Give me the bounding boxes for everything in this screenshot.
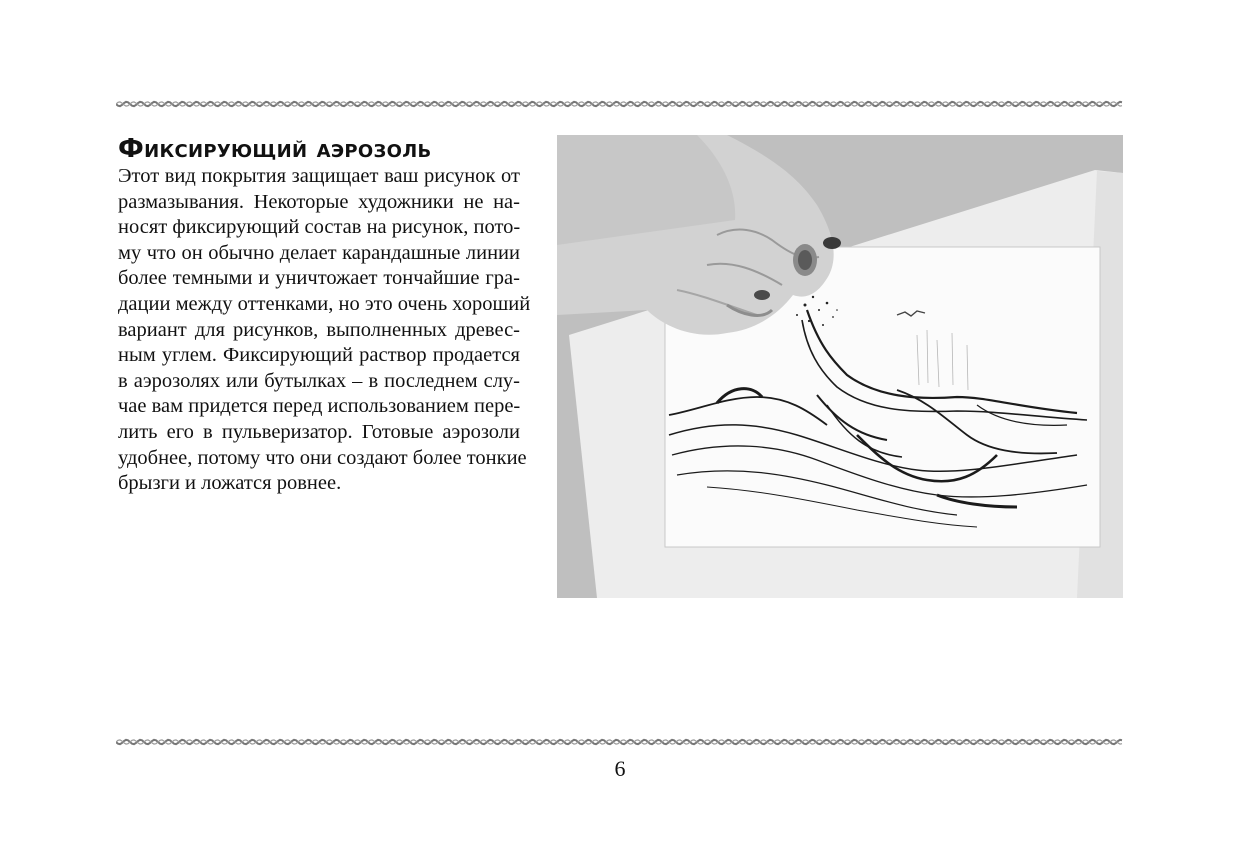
body-line: дации между оттенками, но это очень хороший xyxy=(118,292,531,315)
page-number: 6 xyxy=(614,756,626,781)
bottom-wavy-rule xyxy=(116,736,1123,748)
body-line: ным углем. Фиксирующий раствор продается xyxy=(118,344,520,367)
body-line: чае вам придется перед использованием пере- xyxy=(118,395,521,418)
body-line: более темными и уничтожает тончайшие гра- xyxy=(118,267,520,290)
top-wavy-rule xyxy=(116,98,1123,110)
body-line: размазывания. Некоторые художники не на- xyxy=(118,190,520,213)
body-line: Этот вид покрытия защищает ваш рисунок от xyxy=(118,165,520,187)
body-paragraph xyxy=(118,164,531,497)
body-line: му что он обычно делает карандашные линии xyxy=(118,241,520,264)
section-heading: Фиксирующий аэрозоль xyxy=(118,134,432,164)
body-line: удобнее, потому что они создают более тонкие xyxy=(118,446,527,469)
body-line: вариант для рисунков, выполненных древес- xyxy=(118,318,520,341)
fixative-spray-photo xyxy=(557,135,1123,598)
body-line: лить его в пульверизатор. Готовые аэрозоли xyxy=(118,420,520,443)
body-line: в аэрозолях или бутылках – в последнем слу- xyxy=(118,369,520,392)
body-line: брызги и ложатся ровнее. xyxy=(118,472,342,495)
body-line: носят фиксирующий состав на рисунок, пото- xyxy=(118,216,521,239)
